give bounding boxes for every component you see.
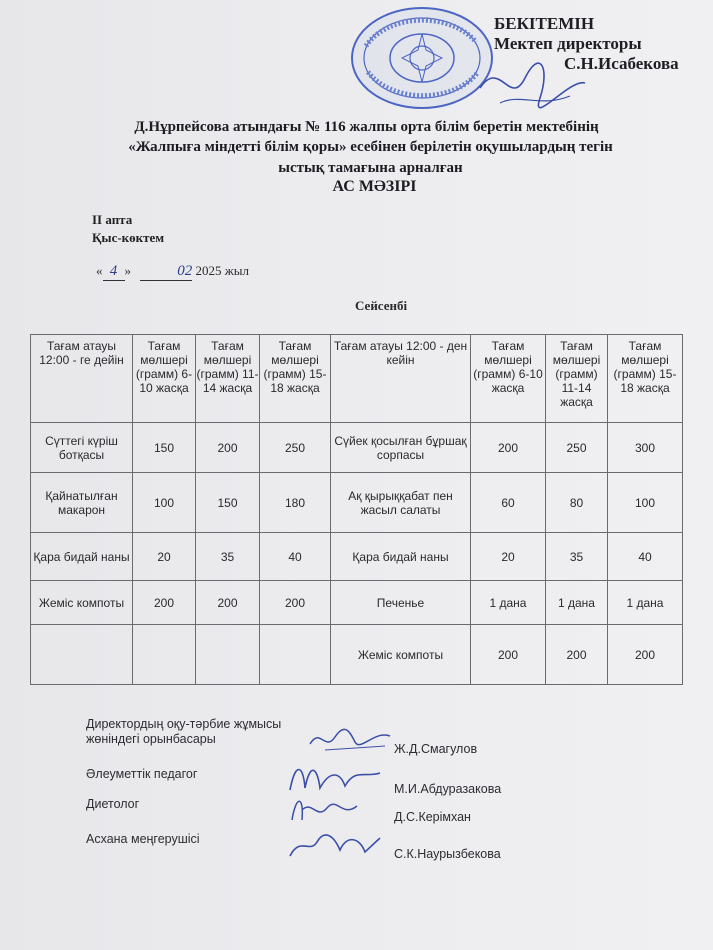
date-month: 02 [140,263,192,281]
table-cell: 200 [471,625,546,685]
table-cell: 1 дана [546,581,608,625]
table-cell: 200 [196,423,260,473]
table-cell: 150 [196,473,260,533]
table-cell: Жеміс компоты [31,581,133,625]
date-close-quote: » [124,263,131,278]
approval-block [494,14,679,74]
table-cell: 200 [608,625,683,685]
signature-role-canteen-head: Асхана меңгерушісі [86,832,200,846]
approval-title: БЕКІТЕМІН [494,14,595,33]
table-cell: 20 [471,533,546,581]
table-cell [31,625,133,685]
canteen-head-signature [285,828,385,864]
table-cell: 100 [608,473,683,533]
table-cell: 100 [133,473,196,533]
table-cell: 200 [260,581,331,625]
table-cell: 250 [260,423,331,473]
table-cell: 80 [546,473,608,533]
signature-name-deputy: Ж.Д.Смагулов [394,742,478,756]
table-cell: 1 дана [471,581,546,625]
date-day: 4 [103,263,125,281]
table-cell: Қара бидай наны [331,533,471,581]
menu-table [30,334,683,685]
table-cell: Печенье [331,581,471,625]
week-label: II апта [92,212,133,227]
table-cell: 35 [546,533,608,581]
signature-name-social-pedagog: М.И.Абдуразакова [394,782,502,796]
weekday-label: Сейсенбі [355,298,408,313]
col-header-11-14-after: Тағам мөлшері (грамм) 11-14 жасқа [546,335,608,423]
deputy-signature [305,722,395,756]
table-cell: Жеміс компоты [331,625,471,685]
col-header-name-before: Тағам атауы 12:00 - ге дейін [31,335,133,423]
table-cell: 40 [260,533,331,581]
table-cell: 35 [196,533,260,581]
table-row [31,473,683,533]
table-cell: Сүйек қосылған бұршақ сорпасы [331,423,471,473]
table-cell: 40 [608,533,683,581]
signature-name-canteen-head: С.К.Наурызбекова [394,847,501,861]
table-cell: Қайнатылған макарон [31,473,133,533]
signature-role-dietologist: Диетолог [86,797,140,811]
date-year: 2025 жыл [195,263,249,278]
table-cell: 20 [133,533,196,581]
col-header-6-10-after: Тағам мөлшері (грамм) 6-10 жасқа [471,335,546,423]
table-cell [260,625,331,685]
table-cell: 180 [260,473,331,533]
table-cell: 1 дана [608,581,683,625]
col-header-11-14: Тағам мөлшері (грамм) 11-14 жасқа [196,335,260,423]
header-line-2: «Жалпыға міндетті білім қоры» есебінен берілетін оқушылардың тегін [128,139,613,155]
col-header-name-after: Тағам атауы 12:00 - ден кейін [331,335,471,423]
signature-role-deputy: Директордың оқу-тәрбие жұмысы жөніндегі орынбасары [86,717,282,746]
table-cell: 200 [546,625,608,685]
header-line-3: ыстық тамағына арналған [278,160,463,176]
table-header-row [31,335,683,423]
date-open-quote: « [96,263,103,278]
approval-position: Мектеп директоры [494,34,642,53]
signature-name-dietologist: Д.С.Керімхан [394,810,471,824]
col-header-6-10: Тағам мөлшері (грамм) 6-10 жасқа [133,335,196,423]
table-row [31,625,683,685]
table-cell: 150 [133,423,196,473]
table-cell: 200 [196,581,260,625]
signature-role-social-pedagog: Әлеуметтік педагог [86,767,198,781]
table-row [31,423,683,473]
table-cell: Ақ қырыққабат пен жасыл салаты [331,473,471,533]
table-row [31,581,683,625]
col-header-15-18: Тағам мөлшері (грамм) 15-18 жасқа [260,335,331,423]
col-header-15-18-after: Тағам мөлшері (грамм) 15-18 жасқа [608,335,683,423]
header-line-1: Д.Нұрпейсова атындағы № 116 жалпы орта білім беретін мектебінің [134,119,599,135]
approval-name: С.Н.Исабекова [564,54,679,73]
table-cell: 200 [133,581,196,625]
table-cell [133,625,196,685]
table-cell: 200 [471,423,546,473]
menu-title: АС МӘЗІРІ [332,178,417,195]
table-cell [196,625,260,685]
dietologist-signature [282,790,372,826]
table-cell: 250 [546,423,608,473]
season-label: Қыс-көктем [92,230,165,245]
table-cell: Сүттегі күріш ботқасы [31,423,133,473]
date-line [96,263,249,281]
table-cell: 60 [471,473,546,533]
table-row [31,533,683,581]
table-cell: 300 [608,423,683,473]
table-cell: Қара бидай наны [31,533,133,581]
